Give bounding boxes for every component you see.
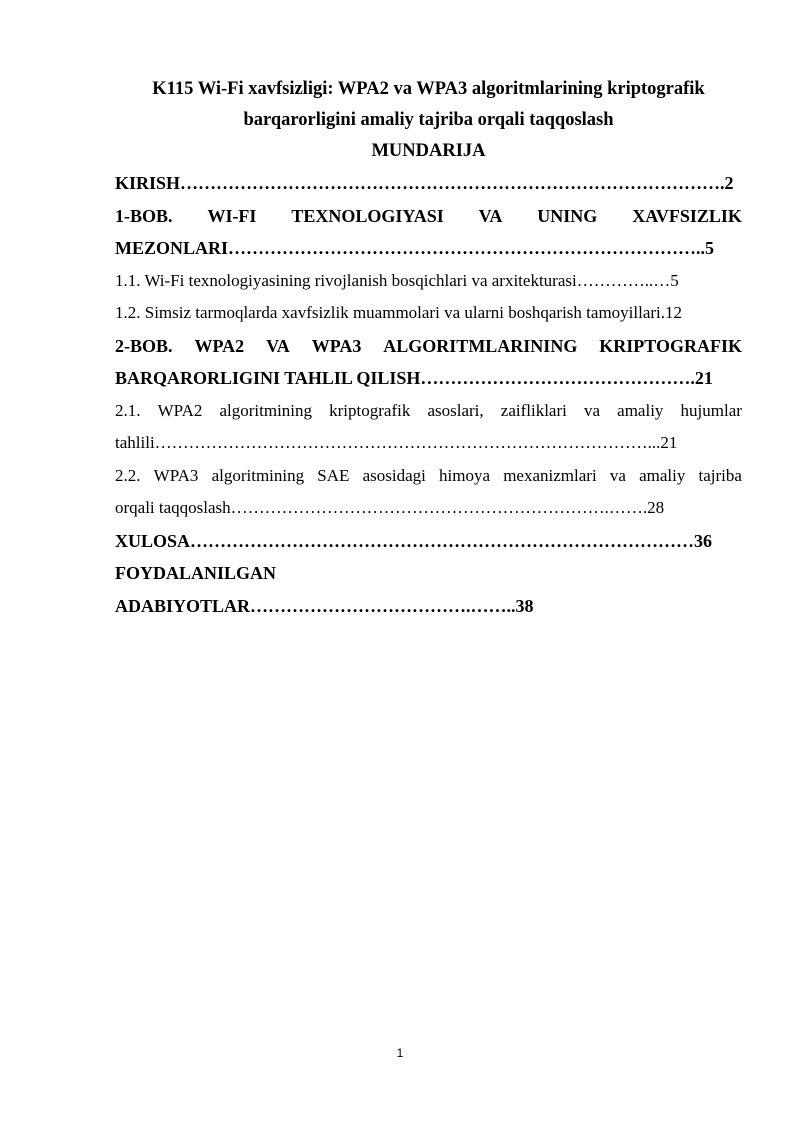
toc-word: kriptografik (329, 400, 411, 420)
toc-entry-chapter-2-line2: BARQARORLIGINI TAHLIL QILISH……………………………………….21 (115, 368, 713, 388)
toc-entry-section-1-2: 1.2. Simsiz tarmoqlarda xavfsizlik muammolari va ularni boshqarish tamoyillari.12 (115, 303, 683, 322)
toc-word: WPA2 (194, 335, 245, 356)
toc-word: himoya (439, 465, 491, 485)
toc-word: TEXNOLOGIYASI (291, 205, 444, 226)
toc-word: amaliy (617, 400, 664, 420)
toc-word: va (583, 400, 601, 420)
toc-entry-conclusion: XULOSA…………………………………………………………………………36 (115, 530, 713, 551)
toc-word: 2-BOB. (115, 335, 173, 356)
toc-entry-intro: KIRISH……………………………………………………………………………….2 (115, 173, 734, 193)
toc-entry-references-line2: ADABIYOTLAR……………………………….……..38 (115, 595, 534, 616)
toc-word: algoritmining (211, 465, 305, 485)
toc-entry-chapter-2-line1 (115, 330, 742, 363)
toc-word: va (609, 465, 626, 485)
toc-word: VA (478, 205, 503, 226)
toc-entry-chapter-1-line2: MEZONLARI……………………………………………………………………..5 (115, 238, 715, 258)
toc-word: WI-FI (207, 205, 257, 226)
toc-word: tajriba (698, 465, 742, 485)
document-title: K115 Wi-Fi xavfsizligi: WPA2 va WPA3 algoritmlarining kriptografik (152, 79, 705, 99)
toc-entry-section-1-1: 1.1. Wi-Fi texnologiyasining rivojlanish bosqichlari va arxitekturasi…………..…5 (115, 270, 679, 290)
toc-word: UNING (537, 205, 598, 226)
toc-word: 1-BOB. (115, 205, 173, 226)
toc-word: zaifliklari (500, 400, 567, 420)
toc-word: ALGORITMLARINING (383, 335, 578, 356)
toc-entry-chapter-1-line1 (115, 200, 742, 233)
document-subtitle: barqarorligini amaliy tajriba orqali taqqoslash (243, 110, 614, 130)
toc-word: asosidagi (362, 465, 426, 485)
toc-word: 2.1. (115, 400, 141, 420)
toc-word: hujumlar (680, 400, 742, 420)
toc-word: WPA3 (311, 335, 362, 356)
toc-word: amaliy (639, 465, 686, 485)
toc-entry-section-2-2-line2: orqali taqqoslash………………………………………………………….…….28 (115, 498, 665, 517)
toc-entry-references-line1: FOYDALANILGAN (115, 563, 277, 583)
toc-word: algoritmining (219, 400, 313, 420)
page-number: 1 (396, 1046, 404, 1060)
toc-word: mexanizmlari (503, 465, 597, 485)
toc-word: WPA3 (153, 465, 199, 485)
toc-word: SAE (317, 465, 350, 485)
toc-word: KRIPTOGRAFIK (599, 335, 742, 356)
toc-entry-section-2-1-line1 (115, 395, 742, 428)
toc-word: 2.2. (115, 465, 141, 485)
toc-entry-section-2-1-line2: tahlili……………………………………………………………………………...21 (115, 433, 678, 452)
toc-entry-section-2-2-line1 (115, 460, 742, 493)
document-content (115, 74, 742, 622)
toc-word: WPA2 (157, 400, 203, 420)
toc-word: VA (266, 335, 290, 356)
toc-heading: MUNDARIJA (371, 141, 486, 161)
toc-word: asoslari, (427, 400, 484, 420)
toc-word: XAVFSIZLIK (632, 205, 742, 226)
